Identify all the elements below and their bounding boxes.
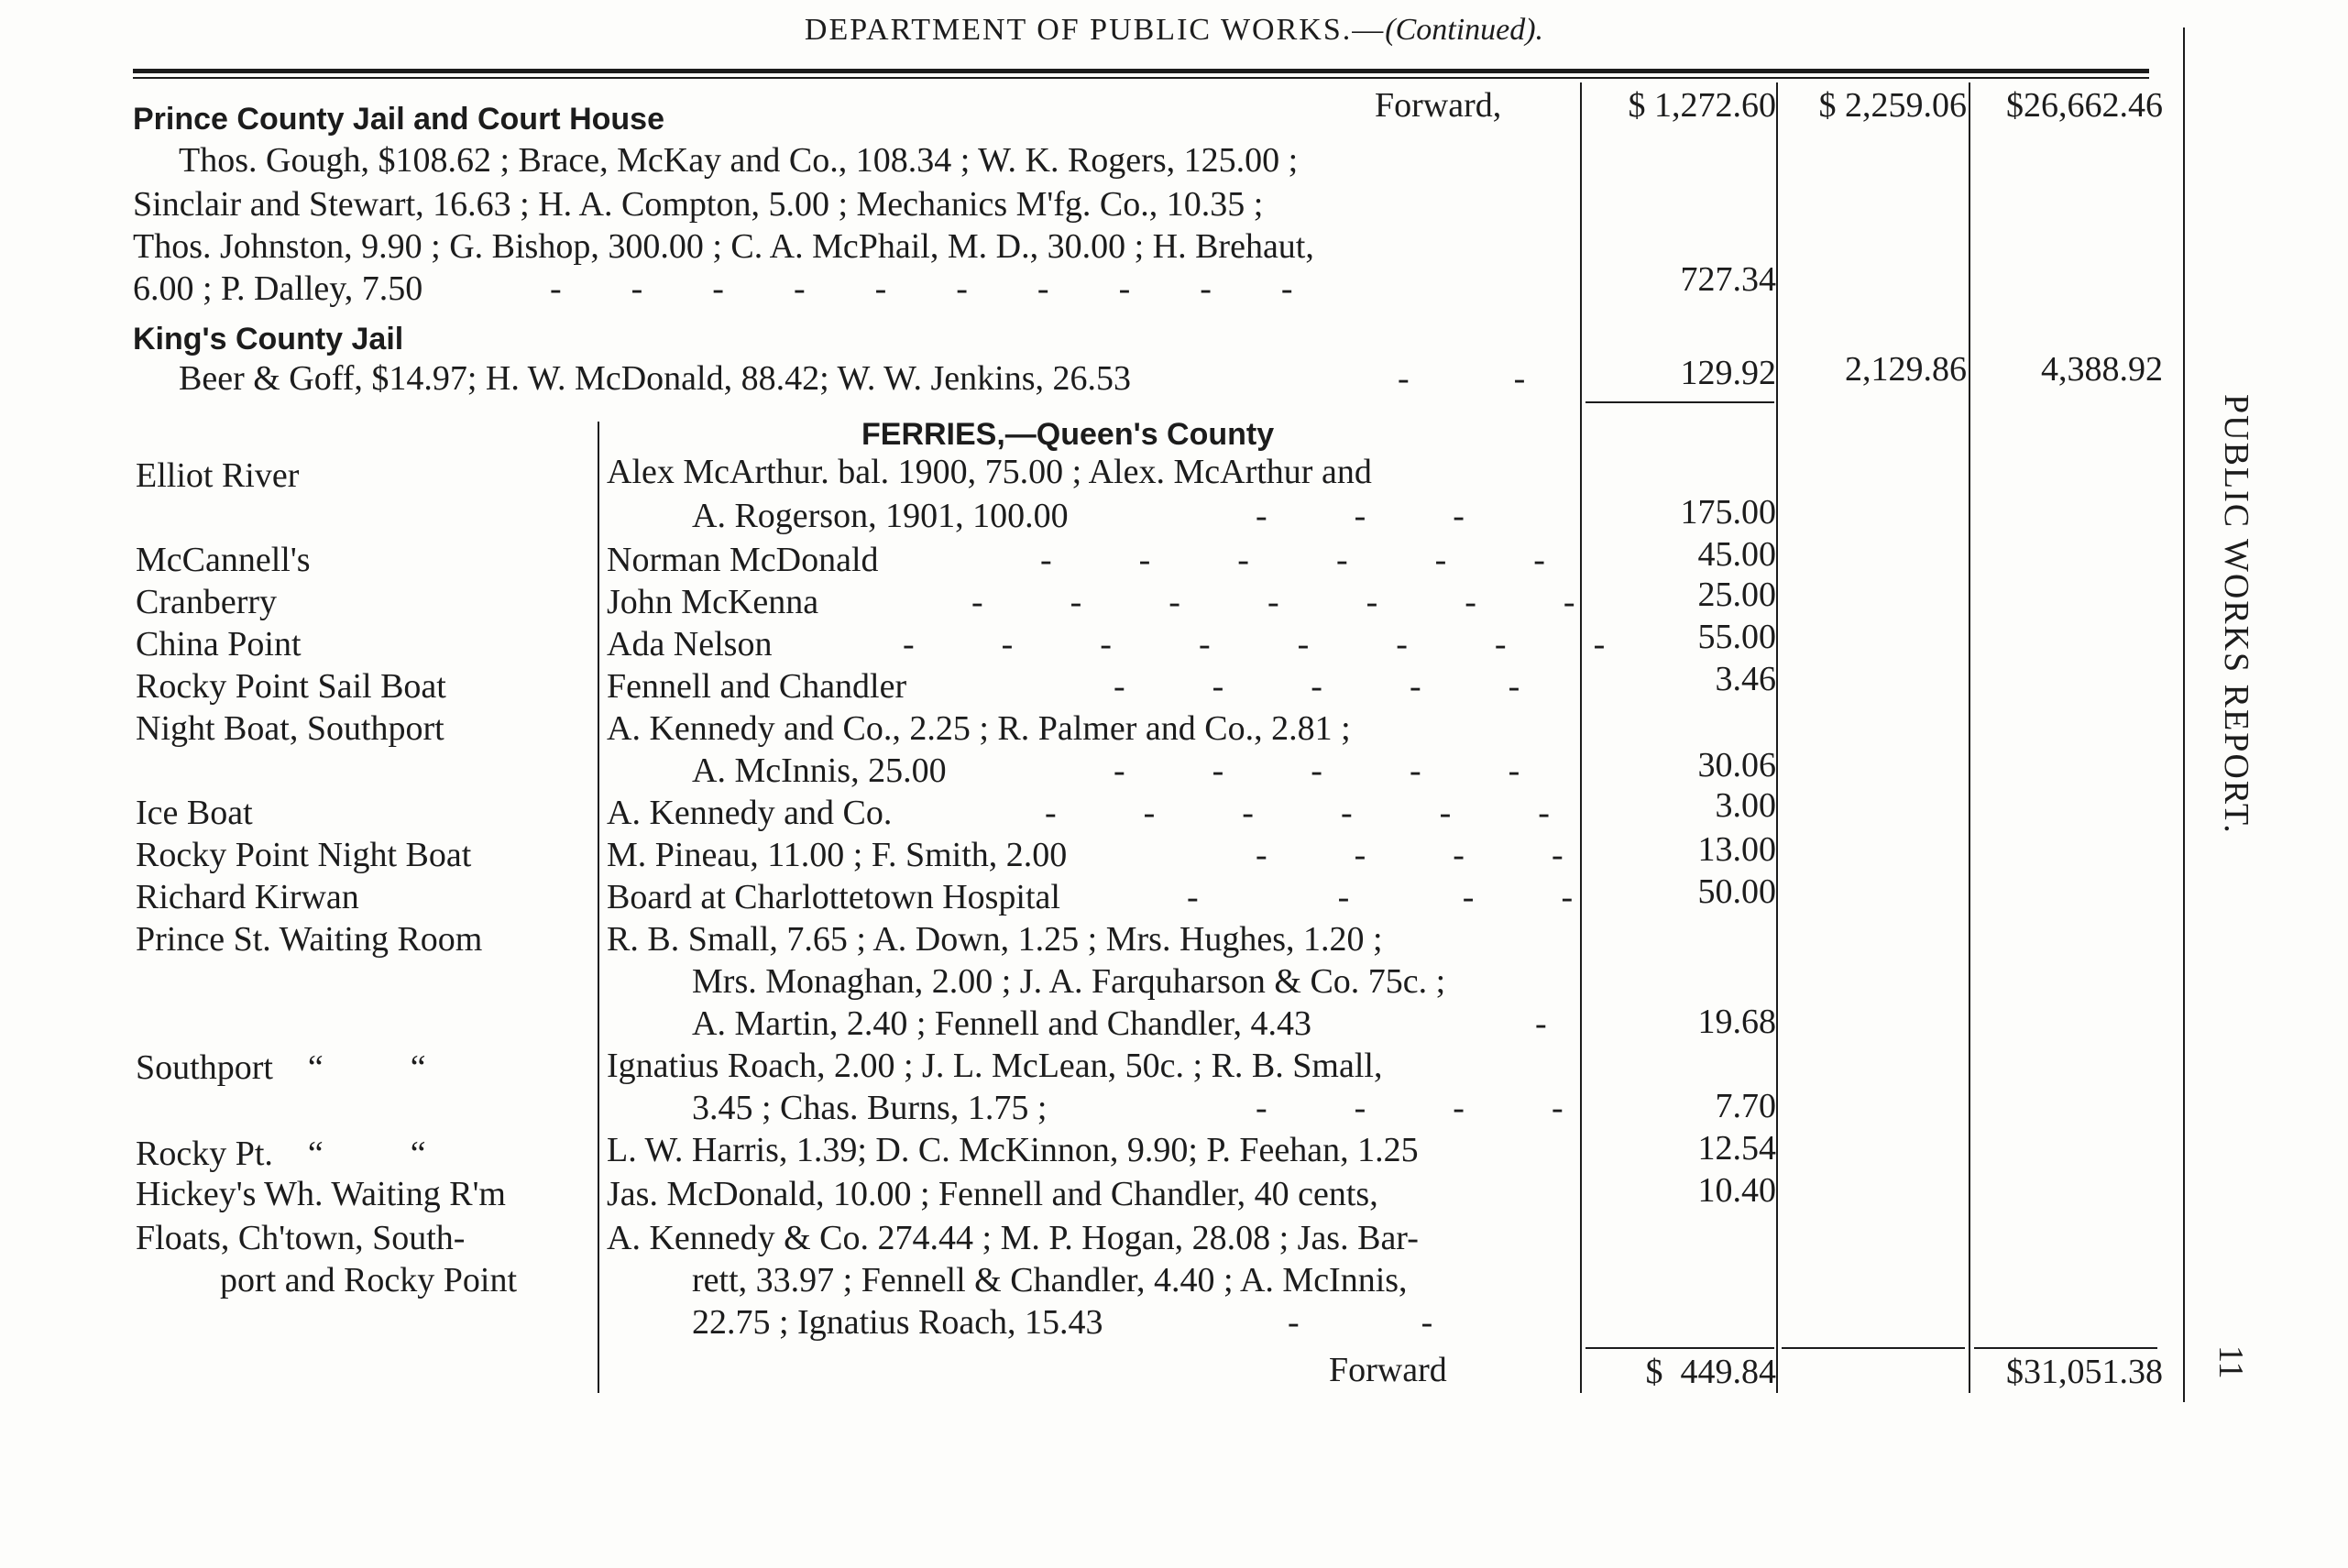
header-continued: (Continued).	[1385, 13, 1544, 47]
ferry-detail: A. McInnis, 25.00	[692, 751, 947, 790]
col-rule-1	[1580, 82, 1582, 1393]
ferry-detail: Ignatius Roach, 2.00 ; J. L. McLean, 50c. ; R. B. Small,	[607, 1047, 1383, 1085]
ferry-leader-dots: - - - - - - -	[971, 583, 1575, 621]
ferry-place: Richard Kirwan	[136, 878, 359, 916]
ferry-detail: A. Rogerson, 1901, 100.00	[692, 497, 1069, 535]
ferry-detail: Ada Nelson	[607, 625, 773, 663]
col-rule-2	[1776, 82, 1778, 1393]
footer-rule-1	[1585, 1347, 1774, 1349]
footer-rule-3	[1974, 1347, 2157, 1349]
ferry-amount: 175.00	[1680, 493, 1776, 532]
kings-total-col2: 2,129.86	[1845, 350, 1967, 389]
ferry-detail: Board at Charlottetown Hospital	[607, 878, 1060, 916]
ferry-detail: A. Martin, 2.40 ; Fennell and Chandler, 4.43	[692, 1004, 1312, 1043]
ferry-leader-dots: - - - -	[1187, 878, 1574, 916]
ferry-detail: R. B. Small, 7.65 ; A. Down, 1.25 ; Mrs. Hughes, 1.20 ;	[607, 920, 1383, 959]
ferry-amount: 3.46	[1715, 660, 1776, 698]
page-header	[0, 13, 2348, 48]
ferry-detail: Norman McDonald	[607, 541, 879, 579]
page-number-text: 11	[2211, 1345, 2250, 1379]
kings-line-1: Beer & Goff, $14.97; H. W. McDonald, 88.42; W. W. Jenkins, 26.53	[179, 359, 1132, 398]
top-rule-thick	[133, 69, 2149, 73]
kings-total-col1: 129.92	[1680, 354, 1776, 392]
col-rule-3	[1969, 82, 1970, 1393]
footer-forward-label: Forward	[1329, 1351, 1447, 1389]
ferry-amount: 25.00	[1697, 576, 1776, 614]
ferry-leader-dots: - - - -	[1256, 836, 1564, 874]
ferry-place: Ice Boat	[136, 794, 253, 832]
ferry-place: Elliot River	[136, 456, 300, 495]
ferry-detail: L. W. Harris, 1.39; D. C. McKinnon, 9.90; P. Feehan, 1.25	[607, 1131, 1419, 1169]
kings-heading: King's County Jail	[133, 322, 404, 356]
top-rule-thin	[133, 77, 2149, 79]
ferry-place: Cranberry	[136, 583, 278, 621]
ferry-place: Night Boat, Southport	[136, 709, 444, 748]
kings-leader-dots: - -	[1398, 359, 1526, 398]
ferry-leader-dots: - -	[1288, 1303, 1433, 1342]
ferry-detail: A. Kennedy & Co. 274.44 ; M. P. Hogan, 28.08 ; Jas. Bar-	[607, 1219, 1419, 1257]
side-label-text: PUBLIC WORKS REPORT.	[2217, 394, 2255, 835]
ferry-detail: Jas. McDonald, 10.00 ; Fennell and Chandler, 40 cents,	[607, 1175, 1378, 1213]
ferry-detail: Mrs. Monaghan, 2.00 ; J. A. Farquharson & Co. 75c. ;	[692, 962, 1446, 1001]
ferry-leader-dots: - - - - -	[1114, 667, 1520, 706]
prince-heading: Prince County Jail and Court House	[133, 102, 664, 137]
ferry-amount: 19.68	[1697, 1003, 1776, 1041]
ferry-place-continued: port and Rocky Point	[220, 1261, 518, 1299]
ferry-leader-dots: - - - - -	[1114, 751, 1520, 790]
kings-total-rule	[1585, 401, 1774, 403]
ferries-heading: FERRIES,—Queen's County	[861, 417, 1275, 452]
ferry-amount: 10.40	[1697, 1171, 1776, 1210]
footer-total-col1: $ 449.84	[1645, 1353, 1776, 1391]
prince-total: 727.34	[1680, 260, 1776, 299]
ferry-detail: A. Kennedy and Co., 2.25 ; R. Palmer and Co., 2.81 ;	[607, 709, 1351, 748]
ferry-place: China Point	[136, 625, 302, 663]
ferry-leader-dots: - - - -	[1256, 1089, 1564, 1127]
ferry-leader-dots: - - - - - -	[1040, 541, 1545, 579]
prince-line-2: Sinclair and Stewart, 16.63 ; H. A. Compton, 5.00 ; Mechanics M'fg. Co., 10.35 ;	[133, 185, 1264, 224]
ferry-detail: 3.45 ; Chas. Burns, 1.75 ;	[692, 1089, 1048, 1127]
prince-forward-col1: $ 1,272.60	[1628, 86, 1776, 125]
ferry-detail: rett, 33.97 ; Fennell & Chandler, 4.40 ; A. McInnis,	[692, 1261, 1408, 1299]
ferry-place: Rocky Point Night Boat	[136, 836, 472, 874]
ferry-place: Hickey's Wh. Waiting R'm	[136, 1175, 506, 1213]
page-number	[2209, 1345, 2264, 1400]
ferry-detail: Alex McArthur. bal. 1900, 75.00 ; Alex. McArthur and	[607, 453, 1372, 491]
ferry-amount: 7.70	[1715, 1087, 1776, 1125]
prince-line-4: 6.00 ; P. Dalley, 7.50	[133, 269, 423, 308]
ferry-leader-dots: - - -	[1256, 497, 1465, 535]
ferry-detail: A. Kennedy and Co.	[607, 794, 893, 832]
prince-line-3: Thos. Johnston, 9.90 ; G. Bishop, 300.00 ; C. A. McPhail, M. D., 30.00 ; H. Brehaut,	[133, 227, 1314, 266]
ferry-leader-dots: - - - - - -	[1045, 794, 1550, 832]
ferry-detail: M. Pineau, 11.00 ; F. Smith, 2.00	[607, 836, 1068, 874]
ferry-place: McCannell's	[136, 541, 311, 579]
footer-rule-2	[1782, 1347, 1965, 1349]
ferry-amount: 45.00	[1697, 535, 1776, 574]
ferry-leader-dots: - - - - - - - -	[903, 625, 1606, 663]
ferry-leader-dots: -	[1535, 1004, 1547, 1043]
ferry-amount: 3.00	[1715, 786, 1776, 825]
ferry-place: Southport “ “	[136, 1048, 426, 1087]
prince-forward-col2: $ 2,259.06	[1818, 86, 1967, 125]
ferry-amount: 50.00	[1697, 872, 1776, 911]
ferry-place: Floats, Ch'town, South-	[136, 1219, 466, 1257]
prince-forward-col3: $26,662.46	[2006, 86, 2163, 125]
footer-total-col3: $31,051.38	[2006, 1353, 2163, 1391]
prince-forward-label: Forward,	[1375, 86, 1502, 125]
ferry-detail: John McKenna	[607, 583, 819, 621]
side-label	[2181, 394, 2291, 944]
ferry-place: Rocky Pt. “ “	[136, 1135, 426, 1173]
ferry-place: Rocky Point Sail Boat	[136, 667, 446, 706]
ferry-amount: 55.00	[1697, 618, 1776, 656]
ferries-divider	[598, 422, 599, 1393]
ferry-amount: 30.06	[1697, 746, 1776, 784]
ferry-place: Prince St. Waiting Room	[136, 920, 483, 959]
ferry-detail: Fennell and Chandler	[607, 667, 907, 706]
ferry-detail: 22.75 ; Ignatius Roach, 15.43	[692, 1303, 1103, 1342]
header-title: DEPARTMENT OF PUBLIC WORKS.—	[804, 13, 1386, 47]
ferry-amount: 12.54	[1697, 1129, 1776, 1168]
prince-leader-dots: - - - - - - - - - -	[550, 269, 1293, 308]
prince-line-1: Thos. Gough, $108.62 ; Brace, McKay and Co., 108.34 ; W. K. Rogers, 125.00 ;	[179, 141, 1299, 180]
kings-total-col3: 4,388.92	[2041, 350, 2163, 389]
ferry-amount: 13.00	[1697, 830, 1776, 869]
